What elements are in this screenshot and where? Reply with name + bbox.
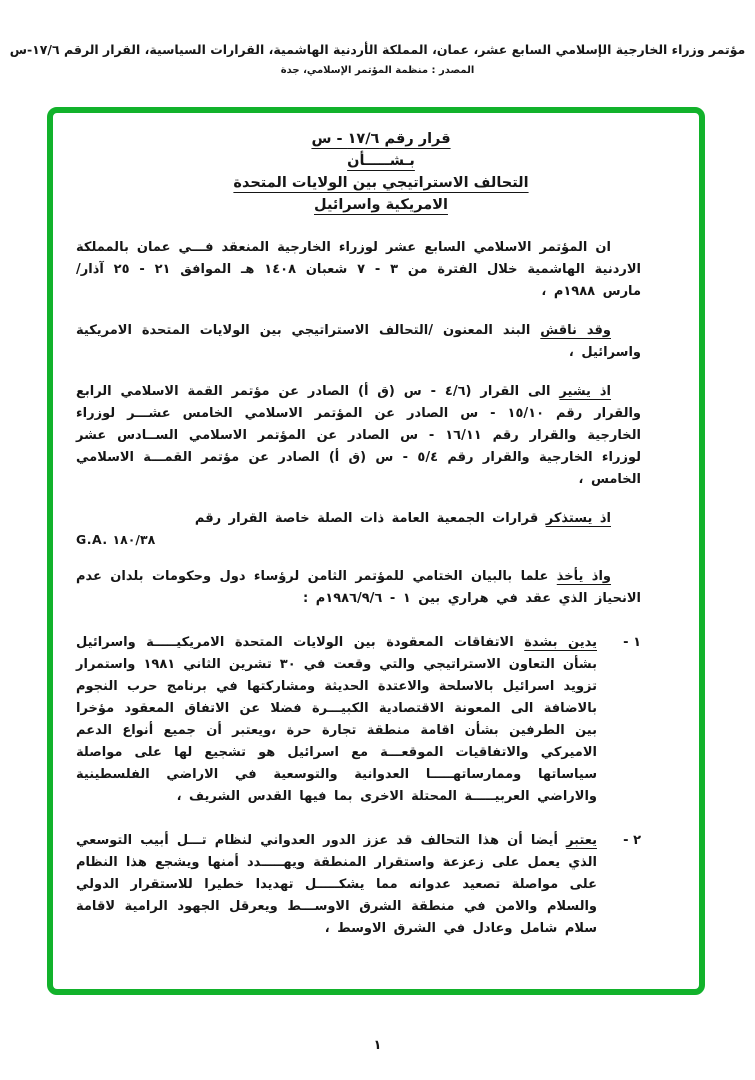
paragraph-text: الى القرار (٤/٦ - س (ق أ) الصادر عن مؤتمر القمة الاسلامي الرابع والقرار رقم ١٥/١٠ - س الصادر عن المؤتمر الاسلامي الخامس عشـــر لوزراء الخارجية والقرار رقم ١٦/١١ - س الصادر عن المؤتمر الاسلامي الســادس عشر لوزراء الخارجية والقرار رقم ٥/٤ - س (ق أ) الصادر عن مؤتمر القمـــة الاسلامي الخامس ،: [76, 384, 642, 487]
ga-resolution-reference: G.A. ١٨٠/٣٨: [76, 532, 156, 547]
decision-frame: [47, 107, 705, 995]
header-citation-line: مؤتمر وزراء الخارجية الإسلامي السابع عشر، عمان، المملكة الأردنية الهاشمية، القرارات السياسية، القرار الرقم ١٧/٦-س: [9, 42, 746, 57]
preamble-paragraph-2: [76, 320, 641, 364]
title-line-subject-2: الامريكية واسرائيل: [314, 197, 448, 213]
lead-phrase: يعتبر: [566, 833, 597, 848]
paragraph-text: الاتفاقات المعقودة بين الولايات المتحدة الامريكيـــــة واسرائيل بشأن التعاون الاستراتيجي والتي وقعت في ٣٠ تشرين الثاني ١٩٨١ واستمرار تزويد اسرائيل بالاسلحة والاعتدة الحديثة ومشاركتها في برنامج حرب النجوم بالاضافة الى المعونة الاقتصادية الكبيـــرة فضلا عن الاتفاق المعقود مؤخرا بين الطرفين بشأن اقامة منطقة تجارة حرة ،ويعتبر أن جميع أنواع الدعم الاميركي والاتفاقيات الموقعـــة مع اسرائيل هو تشجيع لها على مواصلة سياساتها وممارساتهـــــا العدوانية والتوسعية في الاراضي الفلسطينية والاراضي العربيـــــة المحتلة الاخرى بما فيها القدس الشريف ،: [76, 635, 597, 804]
lead-phrase: اذ يستذكر: [545, 511, 611, 526]
page-number: ١: [373, 1038, 382, 1053]
preamble-paragraph-3: [76, 381, 641, 491]
preamble-paragraph-5: [76, 566, 641, 610]
item-text: [76, 830, 597, 940]
title-line-subject-1: التحالف الاستراتيجي بين الولايات المتحدة: [233, 175, 529, 191]
paragraph-text: قرارات الجمعية العامة ذات الصلة خاصة القرار رقم: [194, 511, 539, 526]
preamble-paragraph-4: [76, 508, 641, 530]
preamble-paragraph-1: [76, 237, 641, 303]
lead-phrase: اذ يشير: [559, 384, 611, 399]
lead-phrase: واذ يأخذ: [556, 569, 612, 584]
header-source-line: المصدر : منظمة المؤتمر الإسلامي، جدة: [280, 65, 475, 76]
lead-phrase: وقد ناقش: [540, 323, 611, 338]
item-number: ٢ -: [623, 833, 641, 848]
decision-title: [121, 128, 641, 216]
decision-content: [53, 113, 699, 989]
paragraph-text: البند المعنون /التحالف الاستراتيجي بين الولايات المتحدة الامريكية واسرائيل ،: [76, 323, 641, 360]
title-line-regarding: بـشـــــأن: [347, 153, 415, 169]
paragraph-text: أيضا أن هذا التحالف قد عزز الدور العدواني لنظام تـــل أبيب التوسعي الذي يعمل على زعزعة واستقرار المنطقة ويهـــــدد أمنها ويشجع هذا النظام على مواصلة تصعيد عدوانه مما يشكـــــل تهديدا خطيرا للاستقرار الدولي والسلام والامن في منطقة الشرق الاوســـط ويعرقل الجهود الرامية لاقامة سلام شامل وعادل في الشرق الاوسط ،: [76, 833, 597, 936]
resolution-item-1: [76, 632, 641, 808]
document-header: [0, 42, 755, 76]
title-line-resolution-number: قرار رقم ١٧/٦ - س: [311, 131, 451, 147]
item-text: [76, 632, 597, 808]
resolution-item-2: [76, 830, 641, 940]
item-number: ١ -: [623, 635, 641, 650]
lead-phrase: يدين بشدة: [524, 635, 597, 650]
paragraph-text: ان المؤتمر الاسلامي السابع عشر لوزراء الخارجية المنعقد فـــي عمان بالمملكة الاردنية الهاشمية خلال الفترة من ٣ - ٧ شعبان ١٤٠٨ هـ الموافق ٢١ - ٢٥ آذار/مارس ١٩٨٨م ،: [76, 240, 641, 299]
paragraph-text: علما بالبيان الختامي للمؤتمر الثامن لرؤساء دول وحكومات بلدان عدم الانحياز الذي عقد في هراري بين ١ - ١٩٨٦/٩/٦م :: [76, 569, 641, 606]
